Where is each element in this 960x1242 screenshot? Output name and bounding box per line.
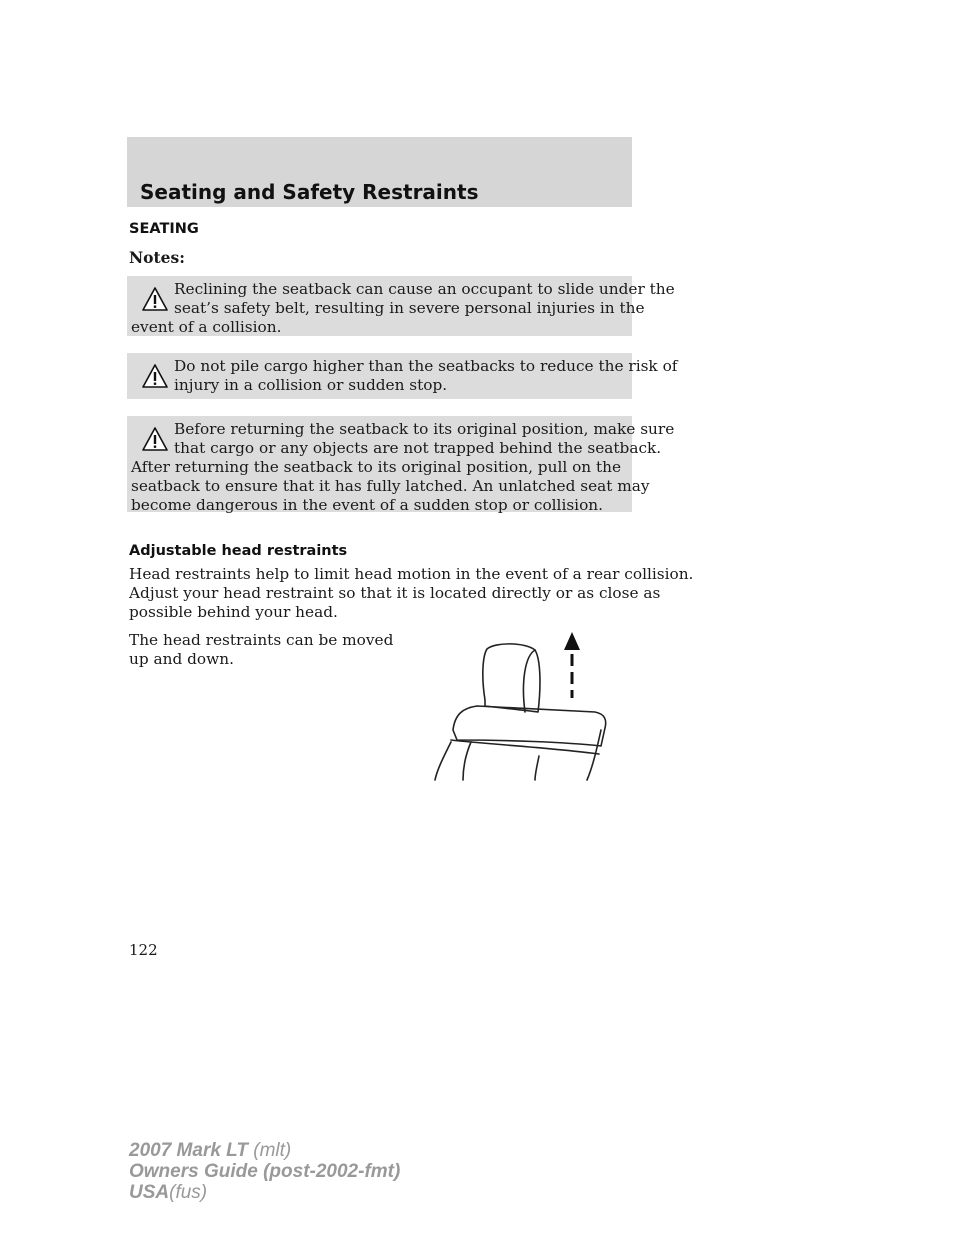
footer-guide: Owners Guide (post-2002-fmt) [129, 1161, 401, 1182]
warning-text-line: event of a collision. [131, 318, 282, 336]
notes-label: Notes: [129, 248, 185, 267]
warning-box [127, 416, 675, 514]
page-number: 122 [129, 941, 158, 959]
warning-icon [142, 364, 168, 388]
paragraph-line: The head restraints can be moved [129, 631, 394, 649]
warning-box [127, 353, 678, 399]
section-heading: SEATING [129, 221, 199, 237]
warning-icon [142, 287, 168, 311]
warning-text-line: injury in a collision or sudden stop. [174, 376, 448, 394]
footer-model-code: (mlt) [253, 1140, 292, 1161]
warning-text-line: seatback to ensure that it has fully latched. An unlatched seat may [131, 477, 650, 495]
body-paragraph [129, 565, 693, 622]
paragraph-line: Head restraints help to limit head motion in the event of a rear collision. [129, 565, 694, 583]
footer-market-code: (fus) [169, 1182, 208, 1203]
body-paragraph [129, 631, 393, 669]
subsection-heading: Adjustable head restraints [129, 543, 348, 559]
warning-text-line: Reclining the seatback can cause an occupant to slide under the [174, 280, 675, 298]
page-title: Seating and Safety Restraints [140, 180, 479, 204]
document-footer [129, 1140, 400, 1203]
footer-market: USA [129, 1182, 170, 1203]
warning-text-line: After returning the seatback to its original position, pull on the [131, 458, 622, 476]
warning-box [127, 276, 675, 336]
warning-text-line: Do not pile cargo higher than the seatbacks to reduce the risk of [174, 357, 678, 375]
warning-icon [142, 427, 168, 451]
head-restraint-illustration [425, 630, 615, 785]
warning-text-line: that cargo or any objects are not trapped behind the seatback. [174, 439, 662, 457]
warning-text-line: Before returning the seatback to its original position, make sure [174, 420, 675, 438]
warning-text-line: seat’s safety belt, resulting in severe personal injuries in the [174, 299, 645, 317]
warning-text-line: become dangerous in the event of a sudden stop or collision. [131, 496, 604, 514]
paragraph-line: Adjust your head restraint so that it is located directly or as close as [129, 584, 661, 602]
up-arrow-icon [564, 632, 580, 698]
footer-model: 2007 Mark LT [129, 1140, 248, 1161]
paragraph-line: possible behind your head. [129, 603, 338, 621]
paragraph-line: up and down. [129, 650, 234, 668]
